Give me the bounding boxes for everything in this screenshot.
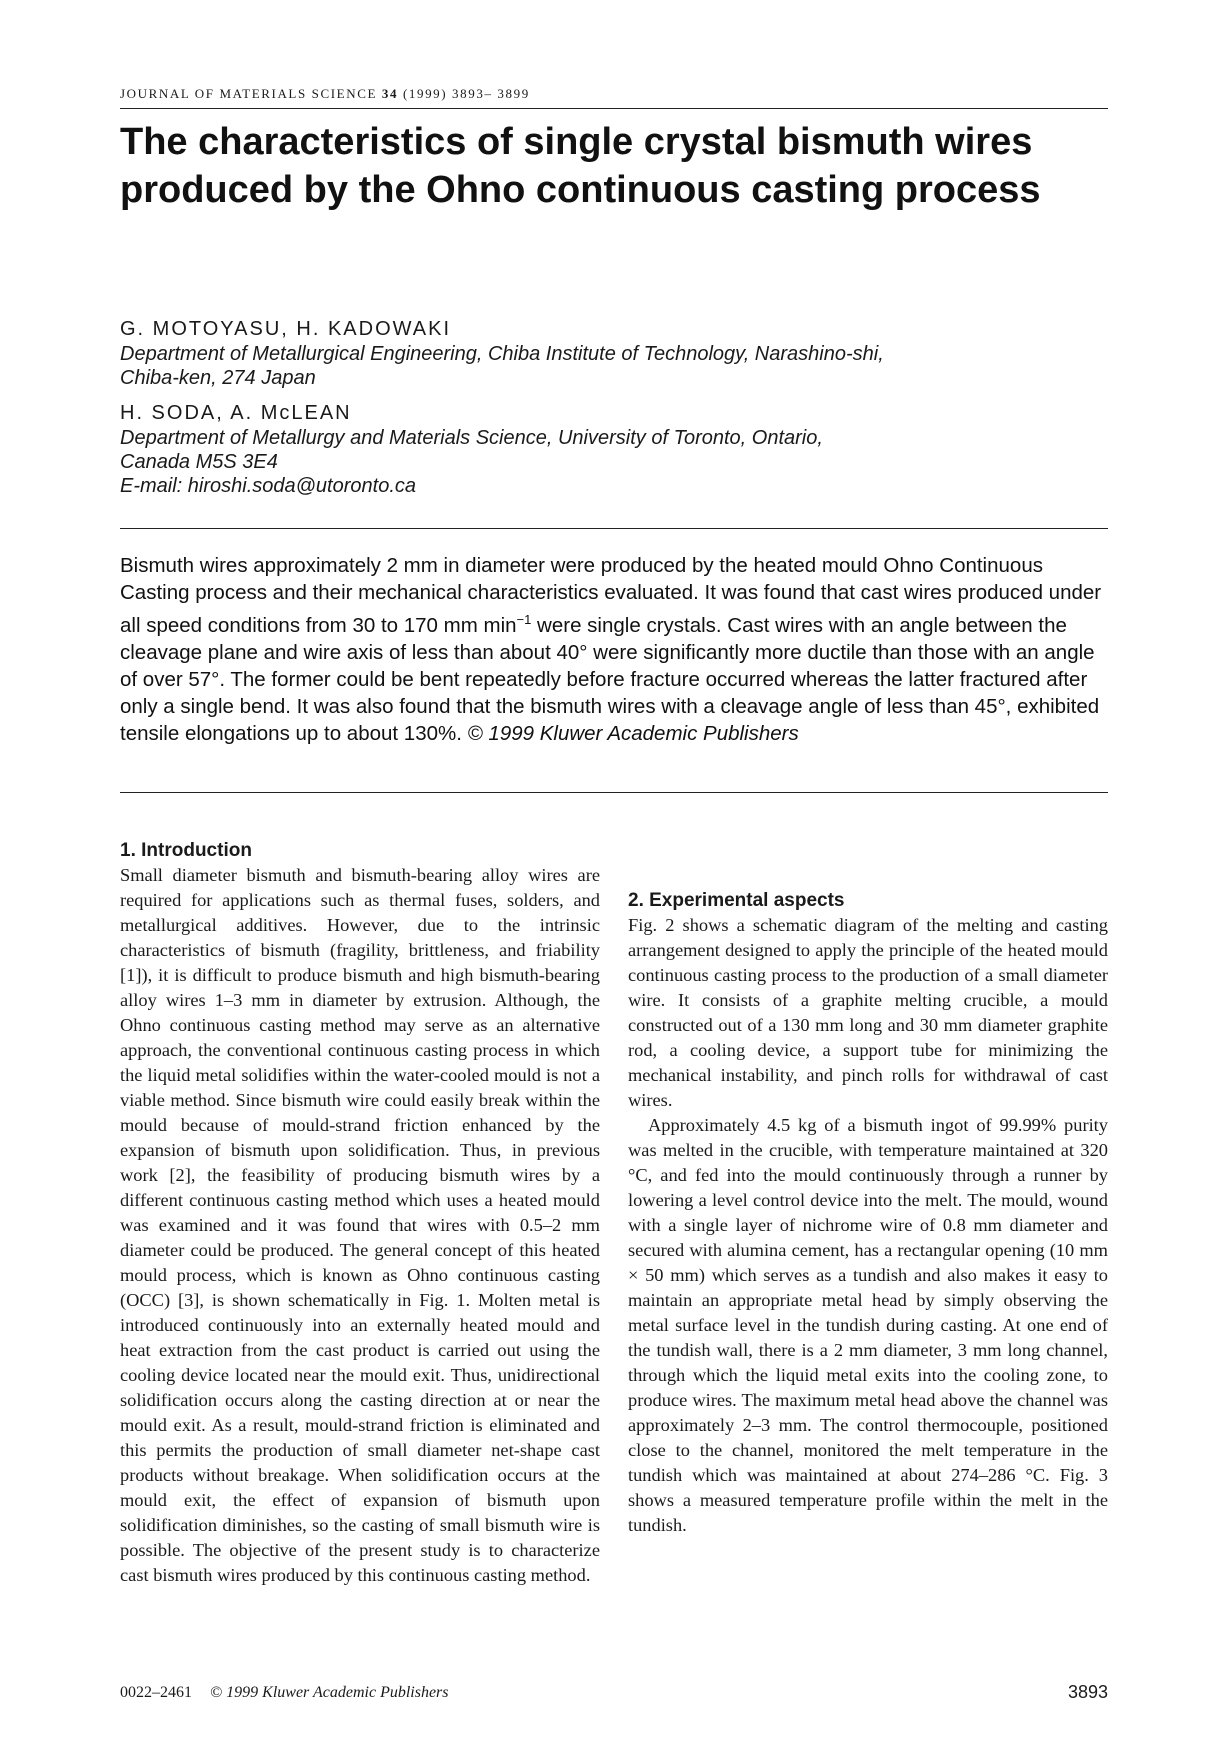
paragraph: Approximately 4.5 kg of a bismuth ingot of 99.99% purity was melted in the crucible, with temperature maintained at 320 °C, and fed into the mould continuously through a runner by lowering a level control device into the melt. The mould, wound with a single layer of nichrome wire of 0.8 mm diameter and secured with alumina cement, has a rectangular opening (10 mm × 50 mm) which serves as a tundish and also makes it easy to maintain an appropriate metal head by simply observing the metal surface level in the tundish during casting. At one end of the tundish wall, there is a 2 mm diameter, 3 mm long channel, through which the liquid metal exits into the cooling zone, to produce wires. The maximum metal head above the channel was approximately 2–3 mm. The control thermocouple, positioned close to the channel, monitored the melt temperature in the tundish which was maintained at about 274–286 °C. Fig. 3 shows a measured temperature profile within the melt in the tundish.	[628, 1115, 1108, 1535]
footer-left	[120, 1684, 449, 1702]
author-names: H. SODA, A. McLEAN	[120, 402, 352, 424]
author-group-1	[120, 316, 1108, 390]
journal-name: JOURNAL OF MATERIALS SCIENCE	[120, 86, 378, 101]
author-group-2	[120, 400, 1108, 498]
affiliation-line: Chiba-ken, 274 Japan	[120, 367, 316, 389]
footer-issn: 0022–2461	[120, 1684, 192, 1701]
affiliation-line: Canada M5S 3E4	[120, 451, 278, 473]
paper-page	[120, 0, 1108, 1748]
page-number: 3893	[1067, 1682, 1108, 1702]
column-right	[628, 838, 1108, 1538]
paper-title: The characteristics of single crystal bismuth wires produced by the Ohno continuous casting process	[120, 121, 1041, 211]
section-heading: 1. Introduction	[120, 840, 252, 861]
author-names: G. MOTOYASU, H. KADOWAKI	[120, 318, 451, 340]
divider	[120, 528, 1108, 529]
footer-copyright: © 1999 Kluwer Academic Publishers	[210, 1684, 449, 1701]
journal-volume: 34	[381, 86, 399, 101]
author-list	[120, 316, 1108, 508]
abstract-superscript: −1	[516, 612, 532, 627]
column-left	[120, 838, 600, 1588]
journal-header	[120, 86, 1108, 109]
divider	[120, 792, 1108, 793]
author-email: E-mail: hiroshi.soda@utoronto.ca	[120, 475, 416, 497]
paragraph: Small diameter bismuth and bismuth-bearing alloy wires are required for applications such as thermal fuses, solders, and metallurgical additives. However, due to the intrinsic characteristics of bismuth (fragility, brittleness, and friability [1]), it is difficult to produce bismuth and high bismuth-bearing alloy wires 1–3 mm in diameter by extrusion. Although, the Ohno continuous casting method may serve as an alternative approach, the conventional continuous casting process in which the liquid metal solidifies within the water-cooled mould is not a viable method. Since bismuth wire could easily break within the mould because of mould-strand friction enhanced by the expansion of bismuth upon solidification. Thus, in previous work [2], the feasibility of producing bismuth wires by a different continuous casting method which uses a heated mould was examined and it was found that wires with 0.5–2 mm diameter could be produced. The general concept of this heated mould process, which is known as Ohno continuous casting (OCC) [3], is shown schematically in Fig. 1. Molten metal is introduced continuously into an externally heated mould and heat extraction from the cast product is carried out using the cooling device located near the mould exit. Thus, unidirectional solidification occurs along the casting direction at or near the mould exit. As a result, mould-strand friction is eliminated and this permits the production of small diameter net-shape cast products without breakage. When solidification occurs at the mould exit, the effect of expansion of bismuth upon solidification diminishes, so the casting of small bismuth wire is possible. The objective of the present study is to characterize cast bismuth wires produced by this continuous casting method.	[120, 865, 600, 1585]
section-heading: 2. Experimental aspects	[628, 890, 845, 911]
abstract-copyright: © 1999 Kluwer Academic Publishers	[467, 721, 799, 745]
abstract-text: were single crystals. Cast wires with an angle between the cleavage plane and wire axis of less than about 40° were significantly more ductile than those with an angle of over 57°. The former could be bent repeatedly before fracture occurred whereas the latter fractured after only a single bend. It was also found that the bismuth wires with a cleavage angle of less than 45°, exhibited tensile elongations up to about 130%.	[120, 613, 1100, 745]
paragraph: Fig. 2 shows a schematic diagram of the melting and casting arrangement designed to apply the principle of the heated mould continuous casting process to the production of a small diameter wire. It consists of a graphite melting crucible, a mould constructed out of a 130 mm long and 30 mm diameter graphite rod, a cooling device, a support tube for minimizing the mechanical instability, and pinch rolls for withdrawal of cast wires.	[628, 915, 1108, 1110]
affiliation-line: Department of Metallurgical Engineering, Chiba Institute of Technology, Narashino-shi,	[120, 343, 884, 365]
affiliation-line: Department of Metallurgy and Materials Science, University of Toronto, Ontario,	[120, 427, 823, 449]
abstract	[120, 552, 1108, 747]
journal-year-pages: (1999) 3893– 3899	[402, 86, 530, 101]
abstract-text: Bismuth wires approximately 2 mm in diameter were produced by the heated mould Ohno Continuous Casting process and their mechanical characteristics evaluated. It was found that cast wires produced under all speed conditions from 30 to 170 mm min	[120, 554, 1102, 637]
